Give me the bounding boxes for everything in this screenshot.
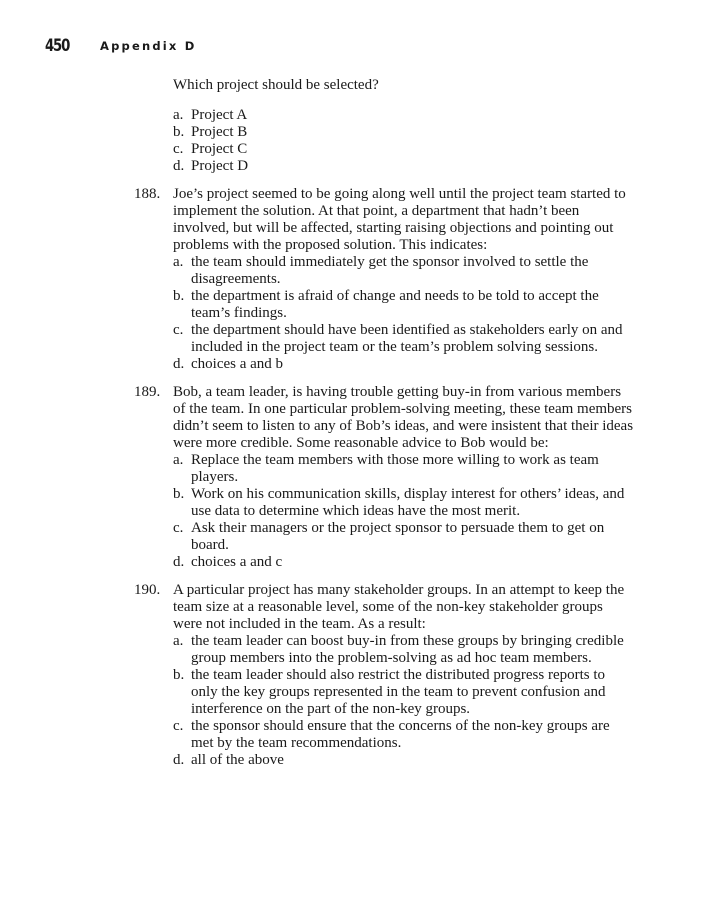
- choice-text: the sponsor should ensure that the concerns of the non-key groups are met by the team recommendations.: [191, 718, 610, 751]
- choice-c: [173, 322, 634, 356]
- question-text: A particular project has many stakeholder groups. In an attempt to keep the team size at a reasonable level, some of the non-key stakeholder groups were not included in the team. As a result:: [173, 582, 625, 632]
- choice-letter: d.: [173, 752, 185, 768]
- question-189: [134, 384, 634, 571]
- question-188: [134, 186, 634, 373]
- choice-d: [173, 752, 634, 769]
- choice-text: choices a and b: [191, 356, 284, 372]
- choice-letter: c.: [173, 141, 184, 157]
- choice-letter: c.: [173, 520, 184, 536]
- choice-text: Project A: [191, 107, 248, 123]
- question-number: 190.: [134, 582, 161, 598]
- choice-letter: b.: [173, 667, 185, 683]
- question-choices: [173, 254, 634, 373]
- choice-letter: d.: [173, 554, 185, 570]
- choice-b: [173, 667, 634, 718]
- choice-letter: a.: [173, 107, 184, 123]
- choice-letter: a.: [173, 254, 184, 270]
- intro-choices: [173, 107, 634, 175]
- question-number: 189.: [134, 384, 161, 400]
- choice-text: Work on his communication skills, display interest for others’ ideas, and use data to determine which ideas have the most merit.: [191, 486, 625, 519]
- choice-c: [173, 520, 634, 554]
- choice-letter: d.: [173, 356, 185, 372]
- question-190: [134, 582, 634, 769]
- choice-d: [173, 554, 634, 571]
- choice-d: [173, 356, 634, 373]
- choice-letter: a.: [173, 633, 184, 649]
- choice-text: all of the above: [191, 752, 284, 768]
- intro-choice-a: [173, 107, 634, 124]
- choice-letter: b.: [173, 486, 185, 502]
- choice-text: the department is afraid of change and needs to be told to accept the team’s findings.: [191, 288, 599, 321]
- choice-text: the team leader should also restrict the distributed progress reports to only the key groups represented in the team to prevent confusion and interference on the part of the non-key groups.: [191, 667, 606, 717]
- choice-letter: c.: [173, 718, 184, 734]
- choice-letter: b.: [173, 288, 185, 304]
- question-stem: [134, 582, 634, 633]
- choice-b: [173, 288, 634, 322]
- choice-letter: b.: [173, 124, 185, 140]
- choice-text: Replace the team members with those more willing to work as team players.: [191, 452, 599, 485]
- page-number: 450: [45, 36, 70, 56]
- intro-choice-c: [173, 141, 634, 158]
- question-choices: [173, 452, 634, 571]
- choice-a: [173, 254, 634, 288]
- choice-text: choices a and c: [191, 554, 283, 570]
- running-head: Appendix D: [100, 39, 197, 53]
- question-choices: [173, 633, 634, 769]
- choice-a: [173, 633, 634, 667]
- choice-letter: d.: [173, 158, 185, 174]
- question-text: Bob, a team leader, is having trouble getting buy-in from various members of the team. In one particular problem-solving meeting, these team members didn’t seem to listen to any of Bob’s ideas, and were insistent that their ideas were more credible. Some reasonable advice to Bob would be:: [173, 384, 634, 451]
- choice-letter: a.: [173, 452, 184, 468]
- choice-text: the department should have been identified as stakeholders early on and included in the project team or the team’s problem solving sessions.: [191, 322, 623, 355]
- choice-text: Project C: [191, 141, 248, 157]
- choice-text: the team should immediately get the sponsor involved to settle the disagreements.: [191, 254, 589, 287]
- choice-c: [173, 718, 634, 752]
- choice-letter: c.: [173, 322, 184, 338]
- question-text: Joe’s project seemed to be going along well until the project team started to implement the solution. At that point, a department that hadn’t been involved, but will be affected, starting raising objections and pointing out problems with the proposed solution. This indicates:: [173, 186, 626, 253]
- intro-choice-d: [173, 158, 634, 175]
- choice-text: Project D: [191, 158, 249, 174]
- choice-a: [173, 452, 634, 486]
- choice-b: [173, 486, 634, 520]
- choice-text: the team leader can boost buy-in from these groups by bringing credible group members into the problem-solving as ad hoc team members.: [191, 633, 624, 666]
- intro-choice-b: [173, 124, 634, 141]
- page-content: [134, 77, 634, 780]
- choice-text: Ask their managers or the project sponsor to persuade them to get on board.: [191, 520, 605, 553]
- question-stem: [134, 384, 634, 452]
- question-number: 188.: [134, 186, 161, 202]
- intro-question: Which project should be selected?: [173, 77, 379, 93]
- choice-text: Project B: [191, 124, 248, 140]
- question-stem: [134, 186, 634, 254]
